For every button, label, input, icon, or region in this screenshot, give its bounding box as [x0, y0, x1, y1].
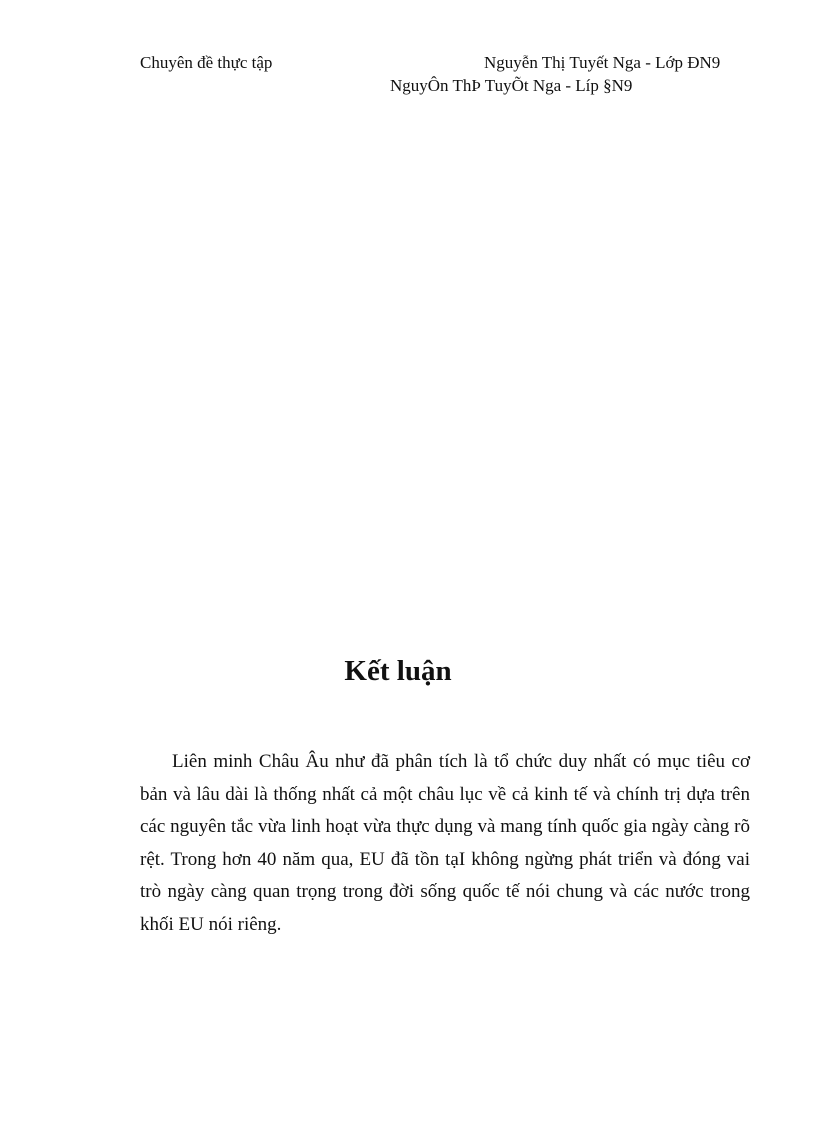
header-document-type: Chuyên đề thực tập: [140, 53, 273, 72]
header-author-class: Nguyễn Thị Tuyết Nga - Lớp ĐN9: [484, 53, 721, 72]
body-paragraph: Liên minh Châu Âu như đã phân tích là tổ chức duy nhất có mục tiêu cơ bản và lâu dài là thống nhất cả một châu lục về cả kinh tế và chính trị dựa trên các nguyên tắc vừa linh hoạt vừa thực dụng và mang tính quốc gia ngày càng rõ rệt. Trong hơn 40 năm qua, EU đã tồn tạI không ngừng phát triển và đóng vai trò ngày càng quan trọng trong đời sống quốc tế nói chung và các nước trong khối EU nói riêng.: [140, 751, 750, 935]
header-author-class-legacy-encoding: NguyÔn ThÞ TuyÕt Nga - Líp §N9: [390, 76, 633, 95]
section-title: Kết luận: [344, 655, 452, 687]
